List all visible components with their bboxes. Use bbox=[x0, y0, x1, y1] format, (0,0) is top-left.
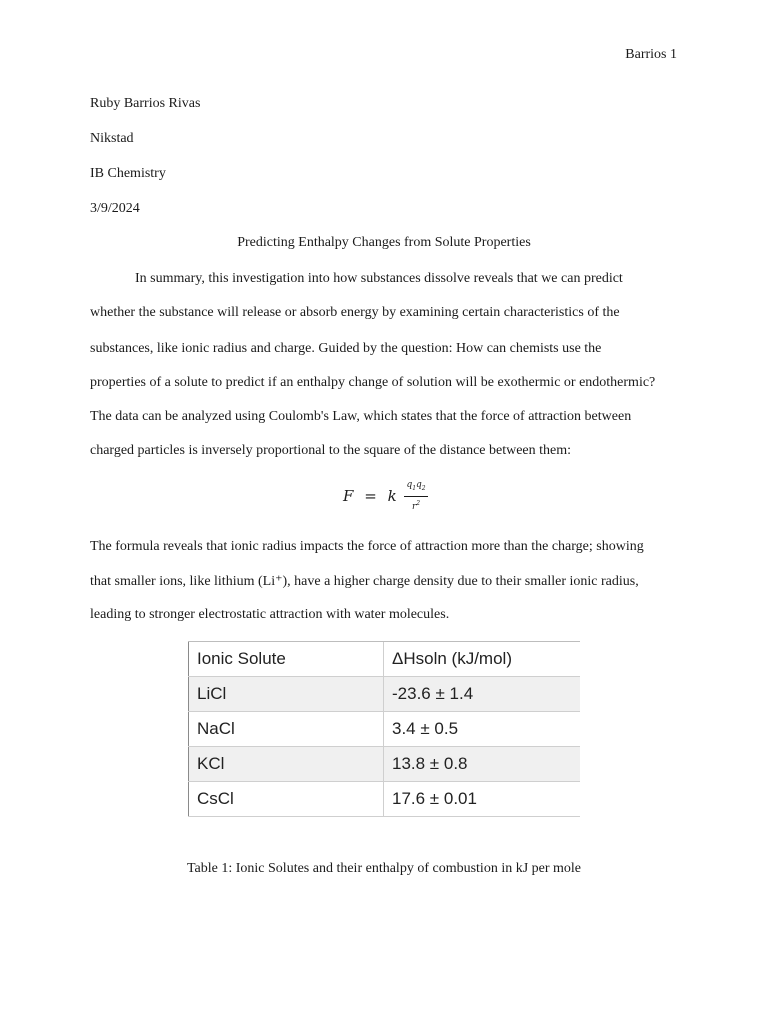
paragraph-line: substances, like ionic radius and charge. Guided by the question: How can chemists use the bbox=[90, 341, 602, 356]
paragraph-line: charged particles is inversely proportional to the square of the distance between them: bbox=[90, 443, 572, 458]
teacher-name: Nikstad bbox=[90, 131, 134, 146]
table-row bbox=[189, 712, 581, 747]
formula-equals: = bbox=[364, 486, 377, 505]
table-cell: LiCl bbox=[189, 677, 384, 712]
paragraph-line: The formula reveals that ionic radius impacts the force of attraction more than the charge; showing bbox=[90, 539, 644, 554]
table-header-row bbox=[189, 642, 581, 677]
table-row bbox=[189, 677, 581, 712]
table-cell: CsCl bbox=[189, 782, 384, 817]
fraction-bar bbox=[404, 496, 427, 497]
document-title: Predicting Enthalpy Changes from Solute Properties bbox=[237, 235, 531, 250]
table-cell: 13.8 ± 0.8 bbox=[384, 747, 581, 782]
paragraph-line: properties of a solute to predict if an enthalpy change of solution will be exothermic or endothermic? bbox=[90, 375, 656, 390]
paragraph-line: The data can be analyzed using Coulomb's Law, which states that the force of attraction between bbox=[90, 409, 632, 424]
table-row bbox=[189, 782, 581, 817]
column-header: Ionic Solute bbox=[189, 642, 384, 677]
table-row bbox=[189, 747, 581, 782]
formula-denominator: $r^2$ bbox=[411, 499, 421, 512]
solute-table bbox=[188, 641, 580, 814]
table-cell: KCl bbox=[189, 747, 384, 782]
formula-numerator: $q_1q_2$ bbox=[406, 480, 426, 492]
paragraph-line: that smaller ions, like lithium (Li⁺), have a higher charge density due to their smaller ionic radius, bbox=[90, 574, 639, 589]
paragraph-line: whether the substance will release or absorb energy by examining certain characteristics of the bbox=[90, 305, 620, 320]
document-date: 3/9/2024 bbox=[90, 201, 140, 216]
table-cell: 17.6 ± 0.01 bbox=[384, 782, 581, 817]
formula-fraction bbox=[404, 480, 427, 512]
running-head: Barrios 1 bbox=[625, 47, 677, 62]
table-cell: NaCl bbox=[189, 712, 384, 747]
paragraph-line: In summary, this investigation into how substances dissolve reveals that we can predict bbox=[135, 271, 623, 286]
table-cell: 3.4 ± 0.5 bbox=[384, 712, 581, 747]
course-name: IB Chemistry bbox=[90, 166, 166, 181]
formula-constant: k bbox=[387, 486, 397, 505]
column-header: ΔHsoln (kJ/mol) bbox=[384, 642, 581, 677]
paragraph-line: leading to stronger electrostatic attraction with water molecules. bbox=[90, 607, 450, 622]
coulomb-formula bbox=[343, 480, 428, 512]
author-name: Ruby Barrios Rivas bbox=[90, 96, 201, 111]
table-caption: Table 1: Ionic Solutes and their enthalpy of combustion in kJ per mole bbox=[186, 861, 582, 876]
table-cell: -23.6 ± 1.4 bbox=[384, 677, 581, 712]
formula-lhs: F bbox=[343, 486, 354, 505]
